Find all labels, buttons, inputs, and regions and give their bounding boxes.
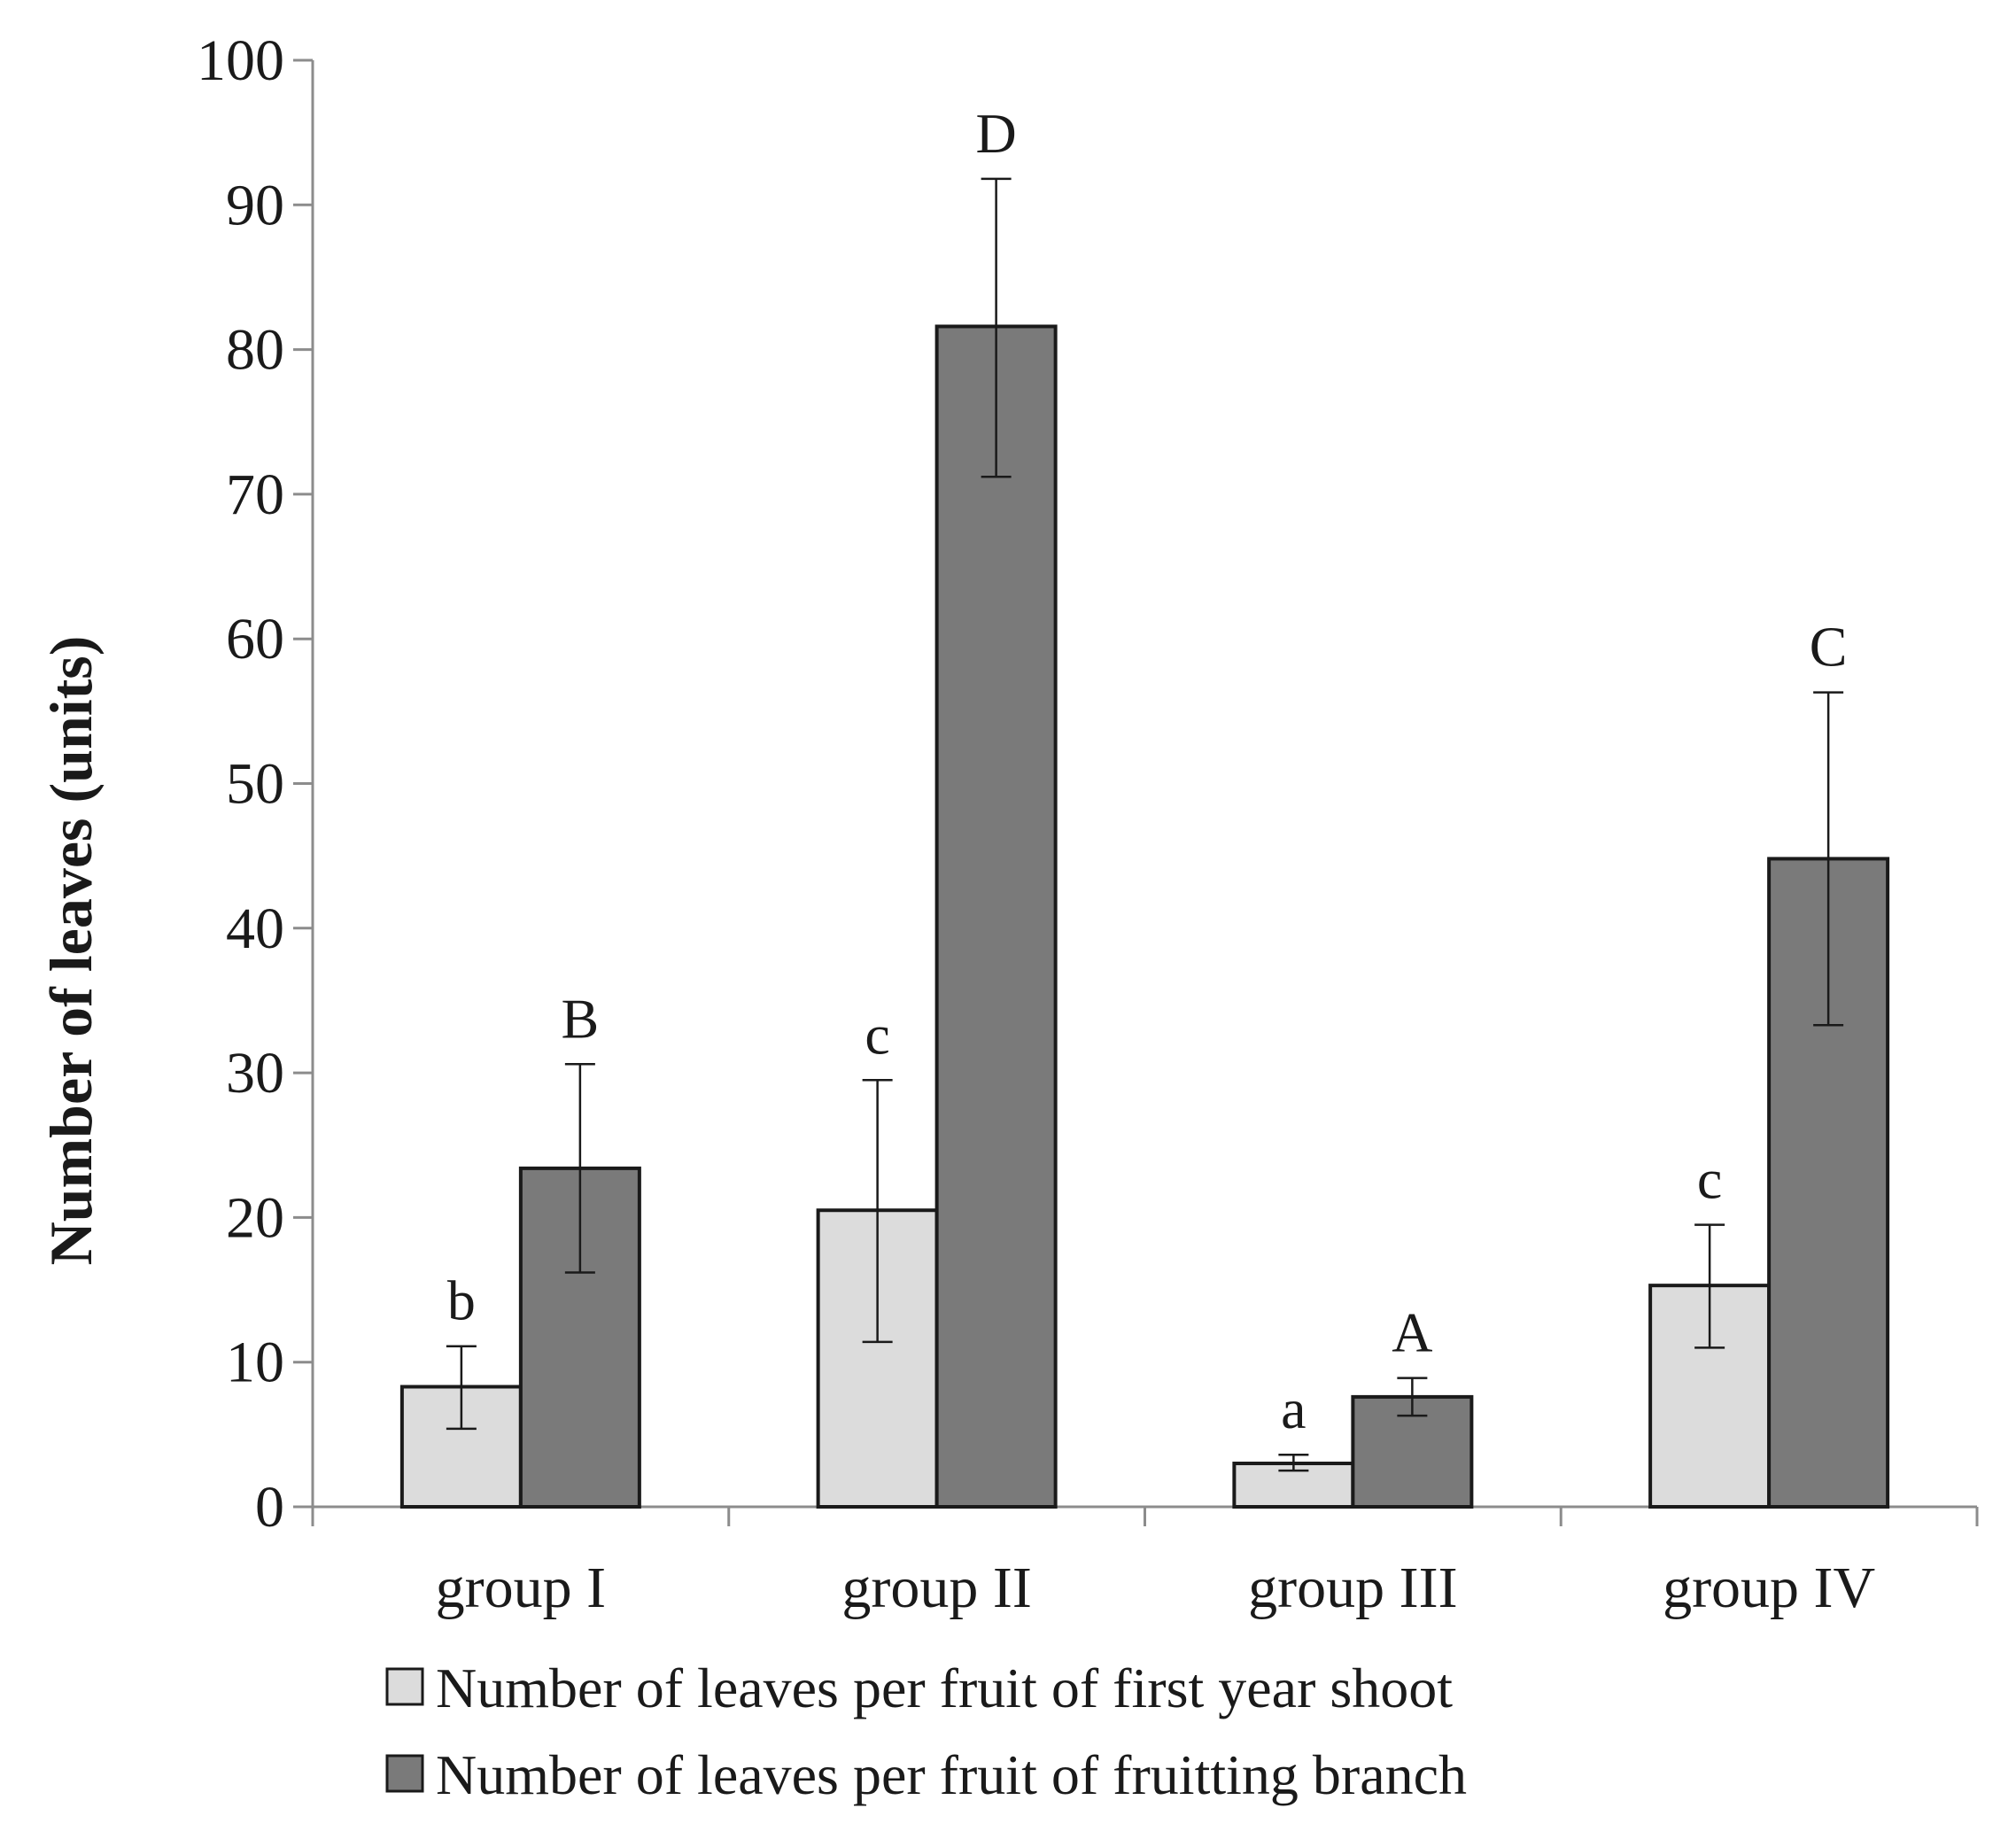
y-tick-label: 70 xyxy=(226,462,284,527)
y-tick-label: 80 xyxy=(226,317,284,383)
y-tick-label: 20 xyxy=(226,1185,284,1251)
legend-label: Number of leaves per fruit of fruitting branch xyxy=(436,1743,1468,1806)
legend-label: Number of leaves per fruit of first year shoot xyxy=(436,1657,1454,1719)
significance-label: c xyxy=(1696,1147,1723,1211)
significance-label: c xyxy=(865,1003,890,1067)
bars xyxy=(402,179,1888,1507)
x-tick-label: group I xyxy=(435,1556,607,1620)
x-tick-label: group III xyxy=(1248,1556,1458,1620)
y-tick-label: 90 xyxy=(226,173,284,238)
y-tick-label: 10 xyxy=(226,1330,284,1395)
legend-swatch xyxy=(387,1756,423,1791)
significance-label: b xyxy=(446,1269,476,1332)
significance-label: a xyxy=(1281,1377,1307,1441)
significance-label: D xyxy=(975,101,1017,165)
y-tick-label: 40 xyxy=(226,896,284,961)
significance-label: B xyxy=(561,987,600,1051)
x-tick-label: group IV xyxy=(1663,1556,1876,1620)
bar xyxy=(937,326,1056,1507)
y-tick-label: 60 xyxy=(226,607,284,672)
y-tick-label: 0 xyxy=(255,1475,284,1540)
legend xyxy=(387,1657,1467,1806)
significance-label: C xyxy=(1809,615,1848,679)
y-axis-label: Number of leaves (units) xyxy=(37,635,105,1266)
x-tick-label: group II xyxy=(841,1556,1032,1620)
legend-swatch xyxy=(387,1669,423,1704)
labels xyxy=(447,102,1848,1440)
y-tick-label: 100 xyxy=(197,28,284,93)
y-tick-label: 50 xyxy=(226,751,284,817)
y-tick-label: 30 xyxy=(226,1041,284,1106)
significance-label: A xyxy=(1392,1300,1433,1364)
